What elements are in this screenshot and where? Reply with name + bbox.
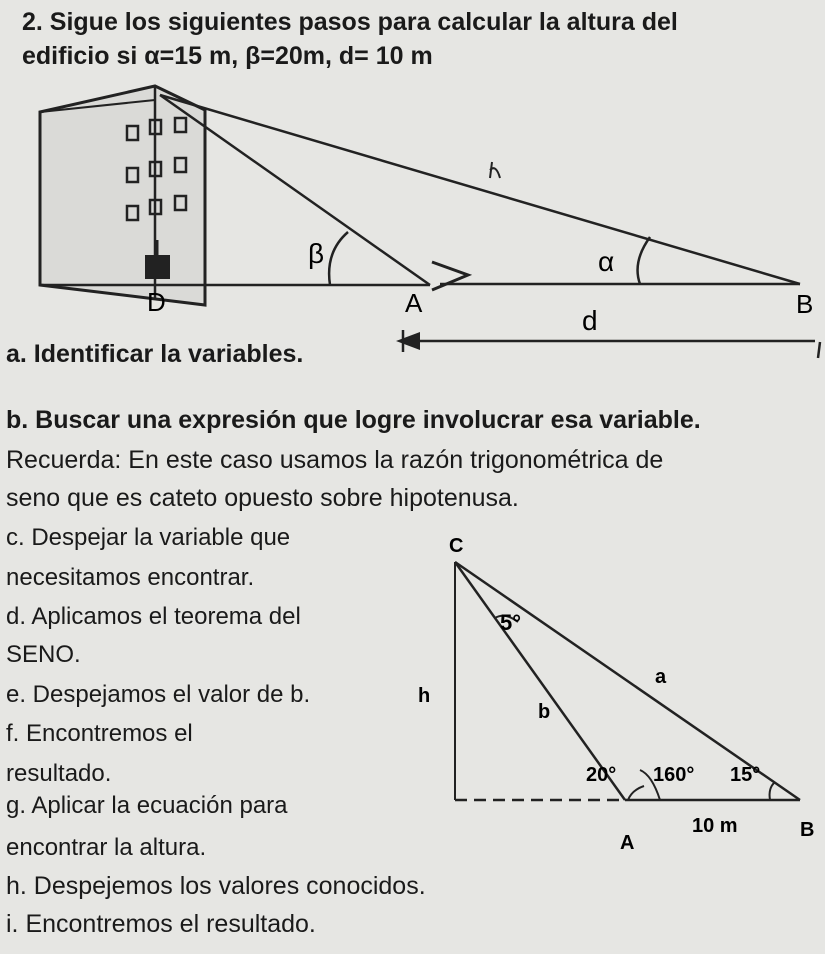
tri-label-B: B	[800, 819, 815, 841]
label-D: D	[147, 287, 166, 317]
tri-label-5deg: 5°	[500, 610, 522, 635]
step-d-line-1: d. Aplicamos el teorema del	[6, 603, 301, 630]
step-c-line-1: c. Despejar la variable que	[6, 524, 291, 551]
step-g-line-2: encontrar la altura.	[6, 834, 207, 861]
step-f-line-1: f. Encontremos el	[6, 720, 193, 747]
step-g-line-1: g. Aplicar la ecuación para	[6, 792, 288, 819]
problem-line-2: edificio si α=15 m, β=20m, d= 10 m	[22, 42, 433, 70]
tri-label-10m: 10 m	[692, 815, 738, 837]
label-beta: β	[308, 238, 325, 269]
tri-label-15deg: 15°	[730, 764, 761, 786]
tri-label-160deg: 160°	[653, 764, 695, 786]
step-h: h. Despejemos los valores conocidos.	[6, 872, 426, 900]
tri-label-b: b	[538, 701, 551, 723]
label-A: A	[405, 288, 423, 318]
problem-line-1: 2. Sigue los siguientes pasos para calcular la altura del	[22, 8, 678, 36]
tri-label-a: a	[655, 666, 667, 688]
angle-15-arc	[770, 782, 775, 800]
step-a: a. Identificar la variables.	[6, 340, 304, 368]
angle-20-arc	[628, 786, 644, 800]
tri-label-C: C	[449, 535, 464, 557]
step-c-line-2: necesitamos encontrar.	[6, 564, 255, 591]
tri-label-h: h	[418, 685, 431, 707]
step-b: b. Buscar una expresión que logre involucrar esa variable.	[6, 406, 701, 434]
tri-label-A: A	[620, 832, 635, 854]
step-e: e. Despejamos el valor de b.	[6, 681, 311, 708]
step-f-line-2: resultado.	[6, 760, 112, 787]
recuerda-line-2: seno que es cateto opuesto sobre hipotenusa.	[6, 484, 519, 512]
label-alpha: α	[598, 246, 615, 277]
step-i: i. Encontremos el resultado.	[6, 910, 316, 938]
recuerda-line-1: Recuerda: En este caso usamos la razón trigonométrica de	[6, 446, 664, 474]
tri-label-20deg: 20°	[586, 764, 617, 786]
label-B: B	[796, 289, 814, 319]
step-d-line-2: SENO.	[6, 641, 81, 668]
label-d: d	[582, 305, 598, 336]
